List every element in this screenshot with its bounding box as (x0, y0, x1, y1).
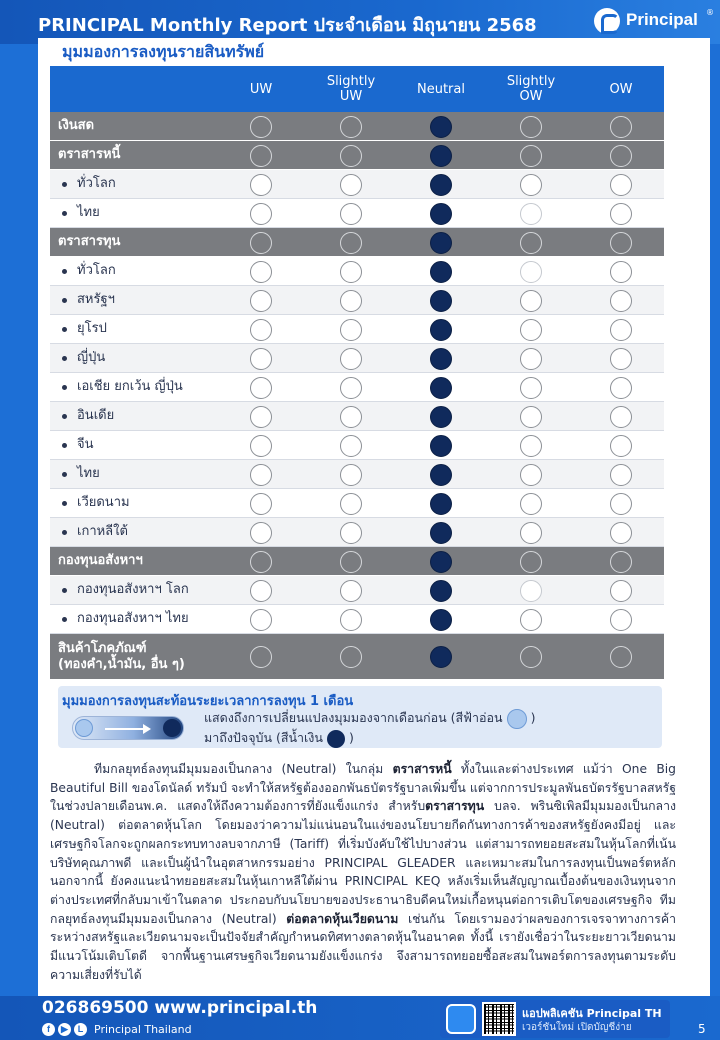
section-title: มุมมองการลงทุนรายสินทรัพย์ (62, 42, 265, 61)
legend-line-1-end: ) (530, 710, 536, 725)
view-dot (340, 145, 362, 167)
bullet-icon (62, 414, 67, 419)
row-label (60, 460, 100, 488)
view-dot (250, 464, 272, 486)
view-dot (340, 116, 362, 138)
view-dot (610, 522, 632, 544)
bullet-icon (62, 356, 67, 361)
para-text-1: ทีมกลยุทธ์ลงทุนมีมุมมองเป็นกลาง (Neutral) ในกลุ่ม (94, 762, 393, 776)
row-label (60, 373, 183, 401)
view-dot (340, 232, 362, 254)
youtube-icon[interactable]: ▶ (58, 1023, 71, 1036)
row-label-text: ไทย (77, 466, 100, 481)
row-label-text: กองทุนอสังหาฯ (58, 553, 143, 568)
bullet-icon (62, 182, 67, 187)
row-label (60, 489, 130, 517)
row-label (60, 431, 94, 459)
row-label-text: อินเดีย (77, 408, 115, 423)
view-dot (250, 435, 272, 457)
view-dot (610, 580, 632, 602)
row-label (60, 286, 115, 314)
qr-code-icon (482, 1002, 516, 1036)
view-dot (610, 609, 632, 631)
view-dot (520, 493, 542, 515)
dark-blue-dot-icon (327, 730, 345, 748)
table-row (50, 460, 664, 489)
logo-registered: ® (706, 8, 714, 17)
selected-view-dot (430, 203, 452, 225)
view-dot (340, 464, 362, 486)
row-label-text: กองทุนอสังหาฯ ไทย (77, 611, 189, 626)
view-dot (610, 319, 632, 341)
view-dot (520, 232, 542, 254)
table-category-row (50, 112, 664, 141)
app-icon (446, 1004, 476, 1034)
view-dot (520, 464, 542, 486)
view-dot (340, 609, 362, 631)
row-label (60, 518, 128, 546)
view-dot (250, 203, 272, 225)
legend-box (58, 686, 662, 748)
view-dot (250, 522, 272, 544)
view-dot (610, 646, 632, 668)
social-links (42, 1022, 192, 1036)
table-row (50, 576, 664, 605)
bullet-icon (62, 327, 67, 332)
view-dot (340, 580, 362, 602)
view-dot (610, 116, 632, 138)
column-header: Neutral (417, 81, 465, 97)
change-arrow-icon (72, 716, 184, 740)
table-row (50, 605, 664, 634)
view-dot (340, 348, 362, 370)
view-dot (520, 377, 542, 399)
view-dot (520, 348, 542, 370)
view-dot (250, 145, 272, 167)
column-header: OW (609, 81, 633, 97)
view-dot (610, 551, 632, 573)
para-bold-bonds: ตราสารหนี้ (392, 762, 452, 776)
para-bold-equities: ตราสารทุน (425, 799, 485, 814)
view-dot (250, 377, 272, 399)
row-label-text: จีน (77, 437, 94, 452)
selected-view-dot (430, 116, 452, 138)
row-label-text: ไทย (77, 205, 100, 220)
previous-view-dot (520, 203, 542, 225)
app-subtitle: เวอร์ชันใหม่ เปิดบัญชีง่าย (522, 1022, 632, 1033)
view-dot (340, 435, 362, 457)
principal-logo-icon (594, 8, 620, 34)
view-dot (610, 406, 632, 428)
bullet-icon (62, 385, 67, 390)
view-dot (250, 493, 272, 515)
table-row (50, 489, 664, 518)
view-dot (520, 646, 542, 668)
view-dot (610, 493, 632, 515)
selected-view-dot (430, 319, 452, 341)
view-dot (610, 348, 632, 370)
selected-view-dot (430, 348, 452, 370)
view-dot (520, 145, 542, 167)
arrow-line (105, 728, 145, 730)
row-label (60, 576, 189, 604)
bullet-icon (62, 211, 67, 216)
view-dot (250, 646, 272, 668)
view-dot (520, 174, 542, 196)
report-title: PRINCIPAL Monthly Report ประจำเดือน มิถุนายน 2568 (38, 15, 537, 36)
table-body (50, 112, 664, 680)
page-number: 5 (698, 1022, 706, 1036)
selected-view-dot (430, 493, 452, 515)
allocation-table (50, 66, 664, 680)
table-category-row (50, 547, 664, 576)
table-row (50, 373, 664, 402)
bullet-icon (62, 472, 67, 477)
view-dot (340, 377, 362, 399)
view-dot (340, 261, 362, 283)
table-category-row (50, 141, 664, 170)
view-dot (610, 435, 632, 457)
view-dot (520, 522, 542, 544)
row-label (60, 315, 107, 343)
row-label-text: ยุโรป (77, 321, 107, 336)
view-dot (610, 261, 632, 283)
view-dot (250, 319, 272, 341)
selected-view-dot (430, 522, 452, 544)
row-label (60, 199, 100, 227)
para-text-2: ทั้งในและต่างประเทศ แม้ว่า One Big Beautiful Bill ของโดนัลด์ ทรัมป์ จะทำให้สหรัฐต้องออกพันธบัตรรัฐบาลเพิ่มขึ้น แต่จากการประมูลพันธบัตรรัฐบาลสหรัฐในช่วงปลายเดือนพ.ค. แสดงให้ถึงความต้องการที่ยังแข็งแกร่ง สำหรับ (50, 762, 676, 814)
view-dot (250, 551, 272, 573)
bullet-icon (62, 530, 67, 535)
line-icon[interactable]: L (74, 1023, 87, 1036)
table-row (50, 518, 664, 547)
row-label-text: ญี่ปุ่น (77, 350, 106, 365)
table-row (50, 257, 664, 286)
table-row (50, 402, 664, 431)
app-title: แอปพลิเคชัน Principal TH (522, 1007, 662, 1020)
view-dot (250, 261, 272, 283)
para-bold-vietnam: ต่อตลาดหุ้นเวียดนาม (286, 911, 399, 926)
view-dot (520, 290, 542, 312)
row-label (60, 257, 116, 285)
bullet-icon (62, 298, 67, 303)
row-label (60, 344, 105, 372)
view-dot (250, 348, 272, 370)
view-dot (610, 290, 632, 312)
para-text-4: เช่นกัน โดยเรามองว่าผลของการเจรจาทางการค้าระหว่างสหรัฐและเวียดนามจะเป็นปัจจัยสำคัญกำหนดทิศทางตลาดหุ้นในอนาคต ทั้งนี้ เรายังเชื่อว่าในระยะยาวเวียดนามมีแนวโน้มเติบโตดี จากพื้นฐานเศรษฐกิจเวียดนามยังแข็งแกร่ง จึงสามารถทยอยซื้อสะสมในพอร์ตการลงทุนตามระดับความเสี่ยงที่รับได้ (50, 911, 676, 982)
current-dot-icon (163, 719, 181, 737)
arrow-head-icon (143, 724, 151, 734)
view-dot (520, 319, 542, 341)
principal-logo[interactable] (594, 8, 712, 36)
view-dot (250, 609, 272, 631)
view-dot (340, 551, 362, 573)
row-label-text: เวียดนาม (77, 495, 130, 510)
selected-view-dot (430, 406, 452, 428)
row-label-text: ตราสารหนี้ (58, 147, 121, 162)
row-label (58, 228, 120, 256)
bullet-icon (62, 588, 67, 593)
para-text-3: บลจ. พรินซิเพิลมีมุมมองเป็นกลาง (Neutral) ต่อตลาดหุ้นโลก โดยมองว่าความไม่แน่นอนในแง่ของนโยบายกีดกันทางการค้าของสหรัฐยังคงมีอยู่ และเศรษฐกิจโลกจะถูกผลกระทบทางลบจากภาษี (Tariff) ที่เริ่มบังคับใช้ไปบางส่วน แต่สามารถทยอยสะสมในหุ้นโลกที่เน้นบริษัทคุณภาพดี และเป็นผู้นำในอุตสาหกรรมอย่าง PRINCIPAL GLEADER และเหมาะสมในการลงทุนเป็นพอร์ตหลัก นอกจากนี้ ยังคงแนะนำทยอยสะสมในหุ้นเกาหลีใต้ผ่าน PRINCIPAL KEQ หลังเริ่มเห็นสัญญาณเบื้องต้นของเงินทุนจากต่างประเทศที่กลับมาเข้าในตลาด ประกอบกับนโยบายของประธานาธิบดีคนใหม่เกื้อหนุนต่อการเติบโตของเศรษฐกิจ ทีมกลยุทธ์ลงทุนมีมุมมองเป็นกลาง (Neutral) (50, 799, 676, 926)
selected-view-dot (430, 261, 452, 283)
row-label (58, 141, 120, 169)
view-dot (340, 522, 362, 544)
view-dot (520, 116, 542, 138)
legend-line-2-text: มาถึงปัจจุบัน (สีน้ำเงิน (204, 730, 323, 745)
view-dot (610, 203, 632, 225)
view-dot (340, 290, 362, 312)
facebook-icon[interactable]: f (42, 1023, 55, 1036)
column-header: Slightly OW (506, 74, 556, 104)
view-dot (610, 377, 632, 399)
previous-dot-icon (75, 719, 93, 737)
table-row (50, 344, 664, 373)
table-row (50, 170, 664, 199)
selected-view-dot (430, 609, 452, 631)
view-dot (520, 406, 542, 428)
table-row (50, 431, 664, 460)
row-label (60, 402, 114, 430)
selected-view-dot (430, 174, 452, 196)
row-label-text: สหรัฐฯ (77, 292, 115, 307)
view-dot (520, 435, 542, 457)
row-label-text: เกาหลีใต้ (77, 524, 128, 539)
previous-view-dot (520, 261, 542, 283)
view-dot (610, 174, 632, 196)
legend-line-1 (204, 708, 535, 729)
legend-title: มุมมองการลงทุนสะท้อนระยะเวลาการลงทุน 1 เดือน (62, 694, 354, 709)
table-row (50, 315, 664, 344)
social-name: Principal Thailand (94, 1022, 192, 1036)
view-dot (250, 406, 272, 428)
view-dot (610, 232, 632, 254)
app-promo[interactable] (440, 1000, 670, 1038)
view-dot (340, 174, 362, 196)
view-dot (610, 464, 632, 486)
selected-view-dot (430, 145, 452, 167)
view-dot (340, 646, 362, 668)
bullet-icon (62, 617, 67, 622)
row-label-text: เอเชีย ยกเว้น ญี่ปุ่น (77, 379, 183, 394)
view-dot (250, 580, 272, 602)
view-dot (340, 493, 362, 515)
selected-view-dot (430, 580, 452, 602)
table-row (50, 286, 664, 315)
view-dot (340, 319, 362, 341)
view-dot (340, 203, 362, 225)
row-label-text: กองทุนอสังหาฯ โลก (77, 582, 189, 597)
table-category-row (50, 228, 664, 257)
view-dot (610, 145, 632, 167)
bullet-icon (62, 269, 67, 274)
row-label (60, 170, 116, 198)
row-label-text: ทั่วโลก (77, 263, 116, 278)
row-label (58, 547, 143, 575)
column-header: Slightly UW (326, 74, 376, 104)
contact-line[interactable]: 026869500 www.principal.th (42, 998, 318, 1018)
commentary-paragraph (50, 760, 676, 984)
logo-text: Principal (626, 10, 698, 29)
row-label (58, 112, 94, 140)
selected-view-dot (430, 646, 452, 668)
row-label-text: ทั่วโลก (77, 176, 116, 191)
row-label-text: ตราสารทุน (58, 234, 121, 249)
previous-view-dot (520, 580, 542, 602)
view-dot (250, 174, 272, 196)
selected-view-dot (430, 435, 452, 457)
selected-view-dot (430, 551, 452, 573)
selected-view-dot (430, 464, 452, 486)
table-row (50, 199, 664, 228)
view-dot (520, 551, 542, 573)
view-dot (340, 406, 362, 428)
legend-line-1-text: แสดงถึงการเปลี่ยนแปลงมุมมองจากเดือนก่อน (สีฟ้าอ่อน (204, 710, 503, 725)
view-dot (520, 609, 542, 631)
row-label (60, 605, 189, 633)
row-label-text: สินค้าโภคภัณฑ์ (ทองคำ,น้ำมัน, อื่น ๆ) (58, 640, 185, 672)
column-header: UW (249, 81, 273, 97)
view-dot (250, 116, 272, 138)
legend-line-2-end: ) (348, 730, 354, 745)
legend-line-2 (204, 728, 354, 748)
view-dot (250, 232, 272, 254)
table-category-row (50, 634, 664, 680)
bullet-icon (62, 501, 67, 506)
view-dot (250, 290, 272, 312)
row-label-text: เงินสด (58, 118, 95, 133)
table-header (50, 66, 664, 112)
selected-view-dot (430, 290, 452, 312)
row-label (58, 634, 185, 679)
bullet-icon (62, 443, 67, 448)
light-blue-dot-icon (507, 709, 527, 729)
selected-view-dot (430, 377, 452, 399)
selected-view-dot (430, 232, 452, 254)
